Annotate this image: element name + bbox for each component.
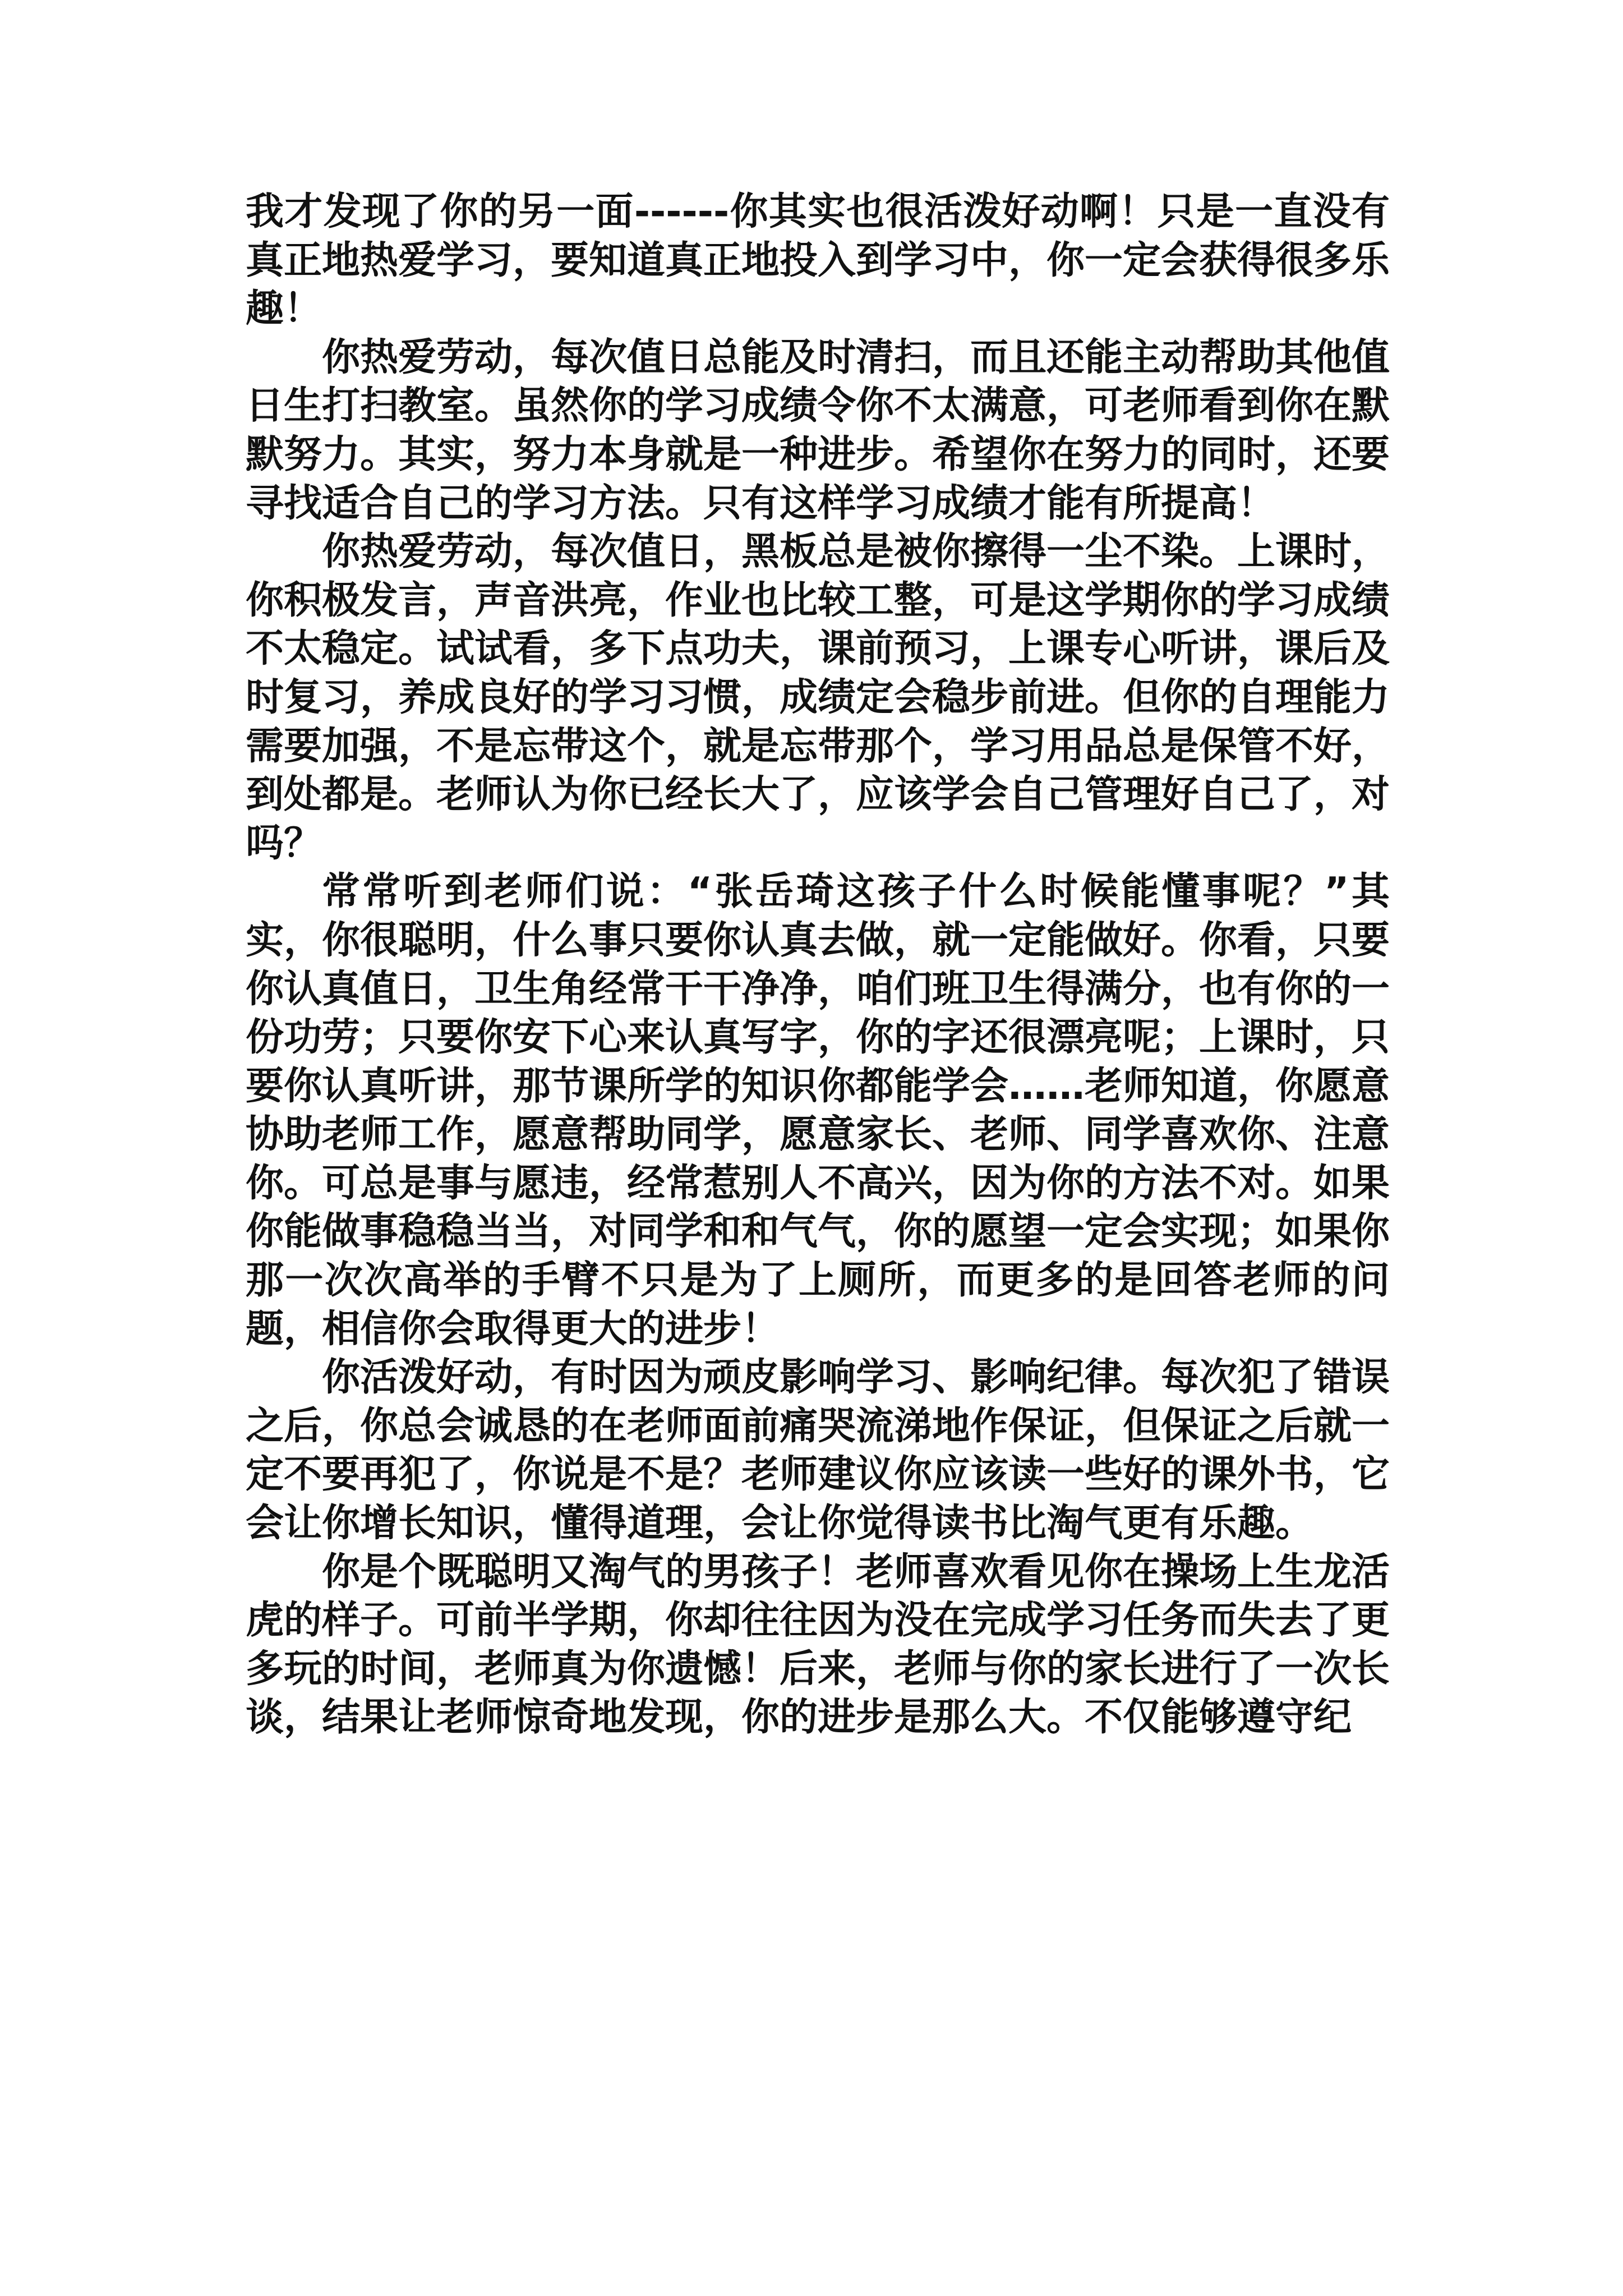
paragraph-6: 你是个既聪明又淘气的男孩子！老师喜欢看见你在操场上生龙活虎的样子。可前半学期，你却往往因为没在完成学习任务而失去了更多玩的时间，老师真为你遗憾！后来，老师与你的家长进行了一次长谈，结果让老师惊奇地发现，你的进步是那么大。不仅能够遵守纪 xyxy=(246,1549,1390,1740)
paragraph-5: 你活泼好动，有时因为顽皮影响学习、影响纪律。每次犯了错误之后，你总会诚恳的在老师面前痛哭流涕地作保证，但保证之后就一定不要再犯了，你说是不是？老师建议你应该读一些好的课外书，它会让你增长知识，懂得道理，会让你觉得读书比淘气更有乐趣。 xyxy=(246,1355,1390,1546)
paragraph-2: 你热爱劳动，每次值日总能及时清扫，而且还能主动帮助其他值日生打扫教室。虽然你的学习成绩令你不太满意，可老师看到你在默默努力。其实，努力本身就是一种进步。希望你在努力的同时，还要寻找适合自己的学习方法。只有这样学习成绩才能有所提高！ xyxy=(246,335,1390,526)
paragraph-3: 你热爱劳动，每次值日，黑板总是被你擦得一尘不染。上课时，你积极发言，声音洪亮，作业也比较工整，可是这学期你的学习成绩不太稳定。试试看，多下点功夫，课前预习，上课专心听讲，课后及时复习，养成良好的学习习惯，成绩定会稳步前进。但你的自理能力需要加强，不是忘带这个，就是忘带那个，学习用品总是保管不好，到处都是。老师认为你已经长大了，应该学会自己管理好自己了，对吗？ xyxy=(246,530,1390,866)
document-body xyxy=(246,188,1390,1742)
paragraph-4: 常常听到老师们说：“张岳琦这孩子什么时候能懂事呢？”其实，你很聪明，什么事只要你认真去做，就一定能做好。你看，只要你认真值日，卫生角经常干干净净，咱们班卫生得满分，也有你的一份功劳；只要你安下心来认真写字，你的字还很漂亮呢；上课时，只要你认真听讲，那节课所学的知识你都能学会……老师知道，你愿意协助老师工作，愿意帮助同学，愿意家长、老师、同学喜欢你、注意你。可总是事与愿违，经常惹别人不高兴，因为你的方法不对。如果你能做事稳稳当当，对同学和和气气，你的愿望一定会实现；如果你那一次次高举的手臂不只是为了上厕所，而更多的是回答老师的问题，相信你会取得更大的进步！ xyxy=(246,869,1390,1351)
paragraph-1: 我才发现了你的另一面------你其实也很活泼好动啊！只是一直没有真正地热爱学习，要知道真正地投入到学习中，你一定会获得很多乐趣！ xyxy=(246,190,1390,332)
